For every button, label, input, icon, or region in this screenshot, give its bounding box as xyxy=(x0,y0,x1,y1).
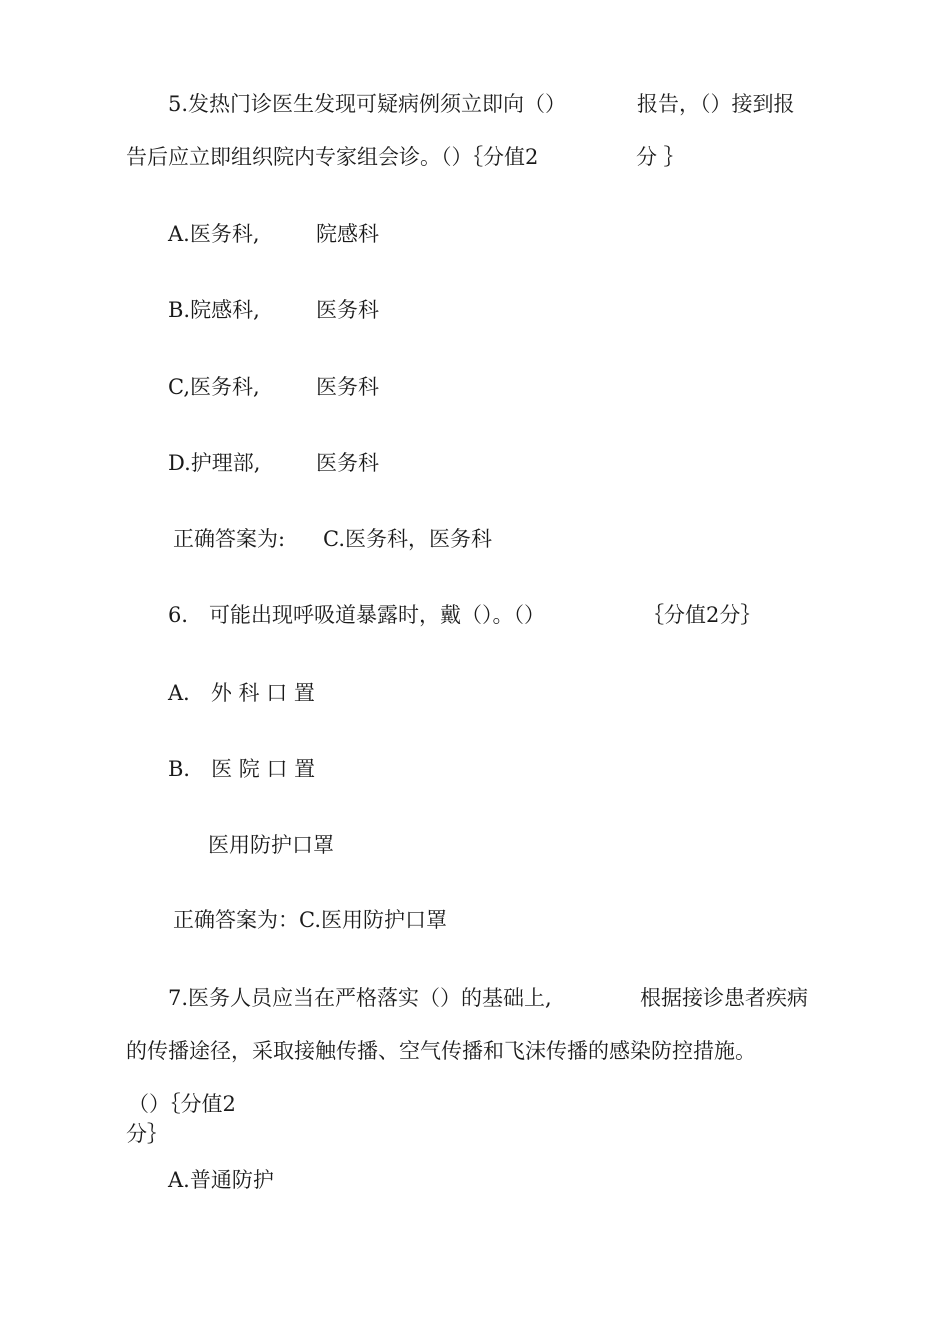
q5-option-b-label: B.院感科, xyxy=(168,298,260,322)
q5-option-c-label: C,医务科, xyxy=(168,375,260,399)
q7-text-line1a: 7.医务人员应当在严格落实（）的基础上, xyxy=(168,986,552,1010)
q7-text-line3: （）｛分值2 xyxy=(128,1092,236,1116)
q6-option-b: B． 医 院 口 置 xyxy=(168,757,316,781)
q5-text-line2b: 分 ｝ xyxy=(636,145,685,169)
q5-text-line2a: 告后应立即组织院内专家组会诊。（）｛分值2 xyxy=(126,145,539,169)
q5-option-b-value: 医务科 xyxy=(316,298,379,322)
q5-option-d-value: 医务科 xyxy=(316,451,379,475)
q5-option-d-label: D.护理部, xyxy=(168,451,261,475)
q7-text-line1b: 根据接诊患者疾病 xyxy=(640,986,808,1010)
q5-option-a-value: 院感科 xyxy=(316,222,379,246)
q7-text-line4: 分｝ xyxy=(126,1122,168,1146)
q5-answer-value: C.医务科，医务科 xyxy=(323,527,492,551)
q6-text-line1b: ｛分值2分｝ xyxy=(643,603,762,627)
q7-option-a: A.普通防护 xyxy=(168,1168,274,1192)
q6-answer: 正确答案为：C.医用防护口罩 xyxy=(173,908,447,932)
q5-text-line1a: 5.发热门诊医生发现可疑病例须立即向（） xyxy=(168,92,567,116)
q6-option-c: 医用防护口罩 xyxy=(208,833,334,857)
q7-text-line2: 的传播途径，采取接触传播、空气传播和飞沫传播的感染防控措施。 xyxy=(126,1039,756,1063)
q5-text-line1b: 报告，（）接到报 xyxy=(637,92,795,116)
q5-option-c-value: 医务科 xyxy=(316,375,379,399)
q6-option-a: A． 外 科 口 置 xyxy=(168,681,315,705)
q6-text-line1a: 6． 可能出现呼吸道暴露时，戴（）。（） xyxy=(168,603,546,627)
q5-option-a-label: A.医务科, xyxy=(168,222,260,246)
q5-answer-label: 正确答案为: xyxy=(173,527,286,551)
